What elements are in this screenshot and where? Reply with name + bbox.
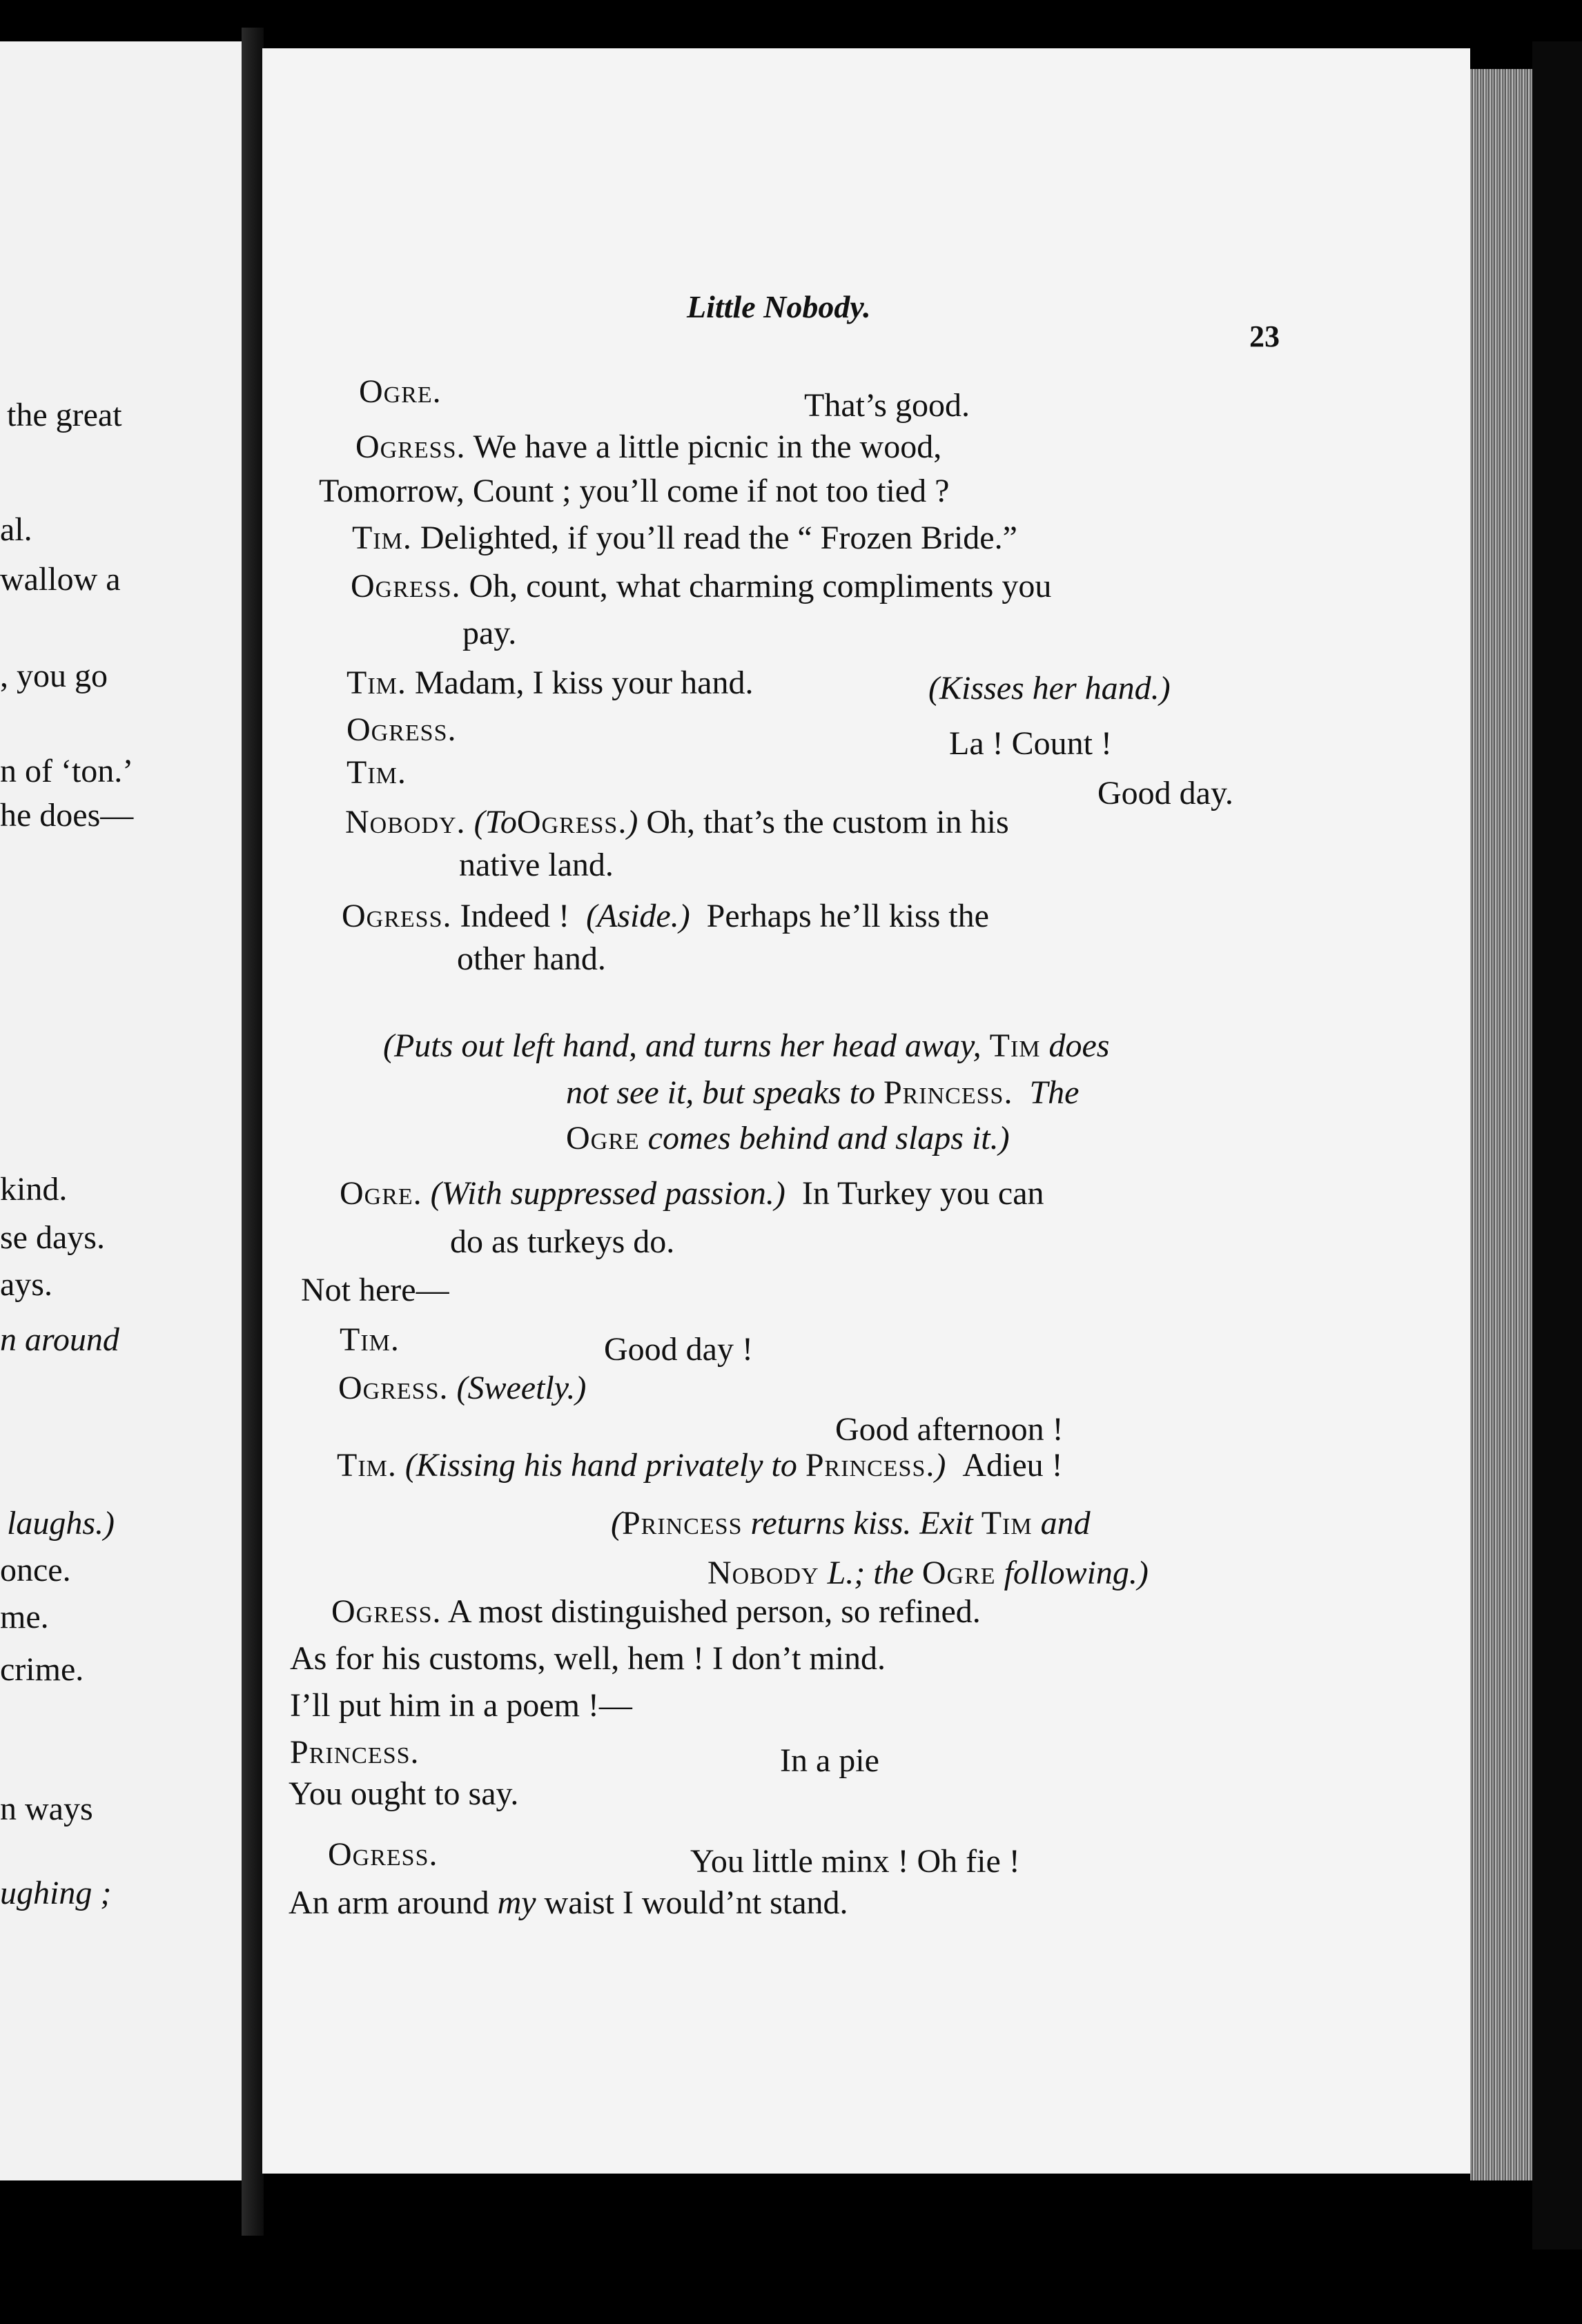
speaker-name: Ogress. xyxy=(338,1370,449,1406)
script-line xyxy=(352,518,1017,559)
page-edges xyxy=(1470,69,1532,2180)
line-text: pay. xyxy=(462,615,517,651)
left-fragment: me. xyxy=(0,1599,49,1635)
stage-direction: ) xyxy=(627,804,638,840)
script-line xyxy=(359,371,442,413)
line-text: Good afternoon ! xyxy=(835,1411,1064,1448)
left-fragment: n around xyxy=(0,1321,119,1358)
script-line xyxy=(328,1834,438,1875)
stage-direction: (Sweetly.) xyxy=(456,1370,587,1406)
stage-direction-block xyxy=(383,1025,1109,1067)
left-page xyxy=(0,41,246,2180)
script-line xyxy=(289,1773,518,1815)
stage-direction: (Kissing his hand privately to xyxy=(404,1447,797,1484)
character-name: Tim xyxy=(989,1027,1041,1064)
line-text: Indeed ! xyxy=(460,898,570,934)
line-text: That’s good. xyxy=(804,387,970,424)
line-text: La ! Count ! xyxy=(949,725,1112,762)
script-line xyxy=(355,426,941,468)
stage-direction: comes behind and slaps it.) xyxy=(647,1120,1010,1156)
line-text: do as turkeys do. xyxy=(450,1223,675,1260)
left-fragment: n ways xyxy=(0,1791,93,1827)
script-line xyxy=(290,1732,420,1773)
left-fragment: ughing ; xyxy=(0,1875,112,1911)
stage-direction-block xyxy=(566,1072,1079,1114)
script-line xyxy=(462,613,516,654)
script-line xyxy=(780,1740,879,1782)
line-text: other hand. xyxy=(457,941,606,977)
line-text: You ought to say. xyxy=(289,1775,519,1812)
left-fragment: n of ‘ton.’ xyxy=(0,753,134,789)
script-line xyxy=(949,723,1112,765)
stage-direction: The xyxy=(1029,1074,1080,1111)
line-text: You little minx ! Oh fie ! xyxy=(690,1843,1020,1880)
script-line xyxy=(340,1173,1044,1214)
speaker-name: Ogress. xyxy=(328,1836,438,1873)
script-line xyxy=(804,385,970,426)
speaker-name: Ogre. xyxy=(359,373,442,410)
script-line xyxy=(346,709,456,751)
stage-direction: ) xyxy=(935,1447,946,1484)
script-line xyxy=(346,752,407,794)
left-fragment: al. xyxy=(0,511,32,548)
script-line xyxy=(289,1882,848,1924)
line-text: In a pie xyxy=(780,1742,879,1779)
left-fragment: kind. xyxy=(0,1171,68,1208)
script-line xyxy=(450,1221,674,1263)
speaker-name: Tim. xyxy=(340,1321,400,1358)
speaker-name: Ogress. xyxy=(351,568,461,604)
left-fragment: se days. xyxy=(0,1219,105,1256)
line-text: waist I would’nt stand. xyxy=(544,1884,848,1921)
left-fragment: , you go xyxy=(0,658,108,694)
character-name: Ogress. xyxy=(516,804,627,840)
speaker-name: Ogress. xyxy=(346,711,457,748)
line-text: In Turkey you can xyxy=(801,1175,1044,1212)
speaker-name: Princess. xyxy=(290,1734,420,1771)
speaker-name: Ogress. xyxy=(342,898,452,934)
script-line xyxy=(346,662,753,704)
stage-direction: (To xyxy=(473,804,517,840)
left-fragment: wallow a xyxy=(0,561,121,598)
stage-direction: not see it, but speaks to xyxy=(566,1074,875,1111)
script-line xyxy=(290,1638,886,1680)
script-line xyxy=(319,471,949,512)
left-fragment: he does— xyxy=(0,797,134,834)
stage-direction: following.) xyxy=(1004,1555,1149,1591)
script-line xyxy=(604,1329,753,1370)
stage-direction-block xyxy=(707,1553,1149,1594)
line-text: Good day ! xyxy=(604,1331,753,1368)
left-fragment: once. xyxy=(0,1552,71,1588)
line-text: Oh, that’s the custom in his xyxy=(646,804,1009,840)
character-name: Ogre xyxy=(921,1555,996,1591)
stage-direction: (With suppressed passion.) xyxy=(430,1175,785,1212)
book-cover-shadow xyxy=(1532,41,1582,2249)
speaker-name: Tim. xyxy=(346,754,407,791)
stage-direction-block xyxy=(566,1118,1010,1159)
line-text: I’ll put him in a poem !— xyxy=(290,1687,632,1724)
stage-direction-block xyxy=(611,1503,1091,1544)
line-text: Perhaps he’ll kiss the xyxy=(706,898,989,934)
speaker-name: Tim. xyxy=(346,664,407,701)
script-line xyxy=(351,566,1051,607)
stage-direction: L.; the xyxy=(827,1555,914,1591)
stage-direction: returns kiss. Exit xyxy=(750,1505,973,1542)
right-page xyxy=(262,48,1470,2174)
speaker-name: Ogress. xyxy=(355,429,466,465)
script-line xyxy=(459,845,614,886)
line-text: An arm around xyxy=(289,1884,489,1921)
speaker-name: Tim. xyxy=(337,1447,397,1484)
stage-direction: does xyxy=(1048,1027,1110,1064)
running-title: Little Nobody. xyxy=(687,289,871,324)
left-fragment: the great xyxy=(7,397,122,433)
character-name: Princess. xyxy=(883,1074,1013,1111)
script-line xyxy=(342,896,989,937)
character-name: Tim xyxy=(981,1505,1033,1542)
character-name: Princess xyxy=(621,1505,743,1542)
script-line xyxy=(340,1319,400,1361)
line-text: We have a little picnic in the wood, xyxy=(473,429,942,465)
line-text: Good day. xyxy=(1097,775,1233,811)
script-line xyxy=(835,1409,1064,1450)
script-line xyxy=(331,1591,981,1633)
line-text: A most distinguished person, so refined. xyxy=(447,1593,981,1630)
line-text: Not here— xyxy=(301,1272,449,1308)
character-name: Nobody xyxy=(707,1555,819,1591)
page-number: 23 xyxy=(1249,319,1280,353)
left-fragment: crime. xyxy=(0,1651,84,1688)
left-fragment: ays. xyxy=(0,1266,52,1303)
character-name: Princess. xyxy=(805,1447,935,1484)
line-text: Tomorrow, Count ; you’ll come if not too tied ? xyxy=(319,473,950,509)
script-line xyxy=(301,1270,449,1311)
stage-direction: ( xyxy=(611,1505,622,1542)
script-line xyxy=(337,1445,1063,1486)
script-line xyxy=(457,938,606,980)
line-text: my xyxy=(497,1884,536,1921)
script-line xyxy=(690,1841,1020,1882)
line-text: Oh, count, what charming compliments you xyxy=(469,568,1052,604)
script-line xyxy=(338,1368,586,1409)
stage-direction: (Aside.) xyxy=(586,898,690,934)
left-fragment: laughs.) xyxy=(7,1505,115,1542)
line-text: Adieu ! xyxy=(962,1447,1063,1484)
speaker-name: Nobody. xyxy=(345,804,466,840)
script-line xyxy=(1097,773,1233,814)
character-name: Ogre xyxy=(566,1120,640,1156)
speaker-name: Ogre. xyxy=(340,1175,422,1212)
book-gutter xyxy=(242,28,264,2236)
stage-direction: (Kisses her hand.) xyxy=(928,670,1171,707)
line-text: native land. xyxy=(459,847,614,883)
stage-direction: (Puts out left hand, and turns her head away, xyxy=(383,1027,982,1064)
speaker-name: Ogress. xyxy=(331,1593,442,1630)
script-line xyxy=(345,802,1009,843)
line-text: Madam, I kiss your hand. xyxy=(414,664,754,701)
script-line xyxy=(290,1685,632,1726)
stage-direction: and xyxy=(1040,1505,1091,1542)
speaker-name: Tim. xyxy=(352,520,412,556)
line-text: Delighted, if you’ll read the “ Frozen Bride.” xyxy=(420,520,1017,556)
line-text: As for his customs, well, hem ! I don’t mind. xyxy=(290,1640,886,1677)
